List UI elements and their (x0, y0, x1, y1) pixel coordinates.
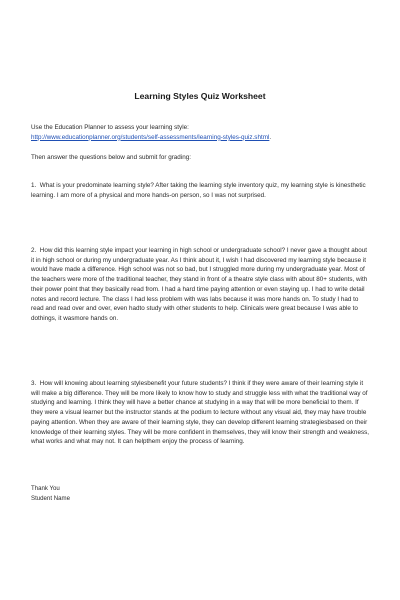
answer-1 (31, 181, 371, 200)
link-suffix: . (269, 133, 272, 141)
answer-1-number: 1. (31, 182, 37, 189)
intro-text: Use the Education Planner to assess your learning style: (31, 124, 189, 131)
answer-1-text: What is your predominate learning style? After taking the learning style inventory quiz, my learning style is kinesthetic learning. I am more of a physical and more hands-on person, so I was not surprised. (31, 182, 366, 199)
answer-2 (31, 246, 371, 324)
signature-block (31, 484, 70, 503)
page-title: Learning Styles Quiz Worksheet (134, 91, 266, 101)
student-name: Student Name (31, 494, 70, 502)
instructions-text: Then answer the questions below and submit for grading: (31, 154, 191, 161)
answer-3-text: How will knowing about learning stylesbenefit your future students? I think if they were aware of their learning style it will make a big difference. They will be more likely to know how to study and struggle less with what the traditional way of studying and learning. I think they will have a better chance at studying in a way that will be more beneficial to them. If they were a visual learner but the instructor stands at the podium to lecture without any visual aid, they may have trouble paying attention. When they are aware of their learning style, they can develop different learning strategiesbased on their knowledge of their learning styles. They will be more confident in themselves, they will know their strength and weakness, what works and what may not. It can helpthem enjoy the process of learning. (31, 380, 369, 446)
answer-3 (31, 379, 371, 447)
education-planner-link[interactable]: http://www.educationplanner.org/students/self-assessments/learning-styles-quiz.shtml (31, 133, 270, 141)
answer-3-number: 3. (31, 380, 37, 387)
closing-text: Thank You (31, 485, 60, 492)
answer-2-number: 2. (31, 247, 37, 254)
intro-paragraph (31, 123, 371, 142)
answer-2-text: How did this learning style impact your learning in high school or undergraduate school? I never gave a thought about it in high school or during my undergraduate year. As I think about it, I wish I had discovered my learning style because it would have made a difference. High school was not so bad, but I struggled more during my undergraduate year. Most of the teachers were more of the traditional teacher, they stand in front of a theatre style class with about 80+ students, with their power point that they basically read from. I had a hard time paying attention or even staying up. I had to write detail notes and record lecture. The class I had less problem with was labs because it was more hands on. To study I had to read and read over and over, even hadto study with other students to help. Clinicals were great because I was able to dothings, it wasmore hands on. (31, 247, 368, 322)
